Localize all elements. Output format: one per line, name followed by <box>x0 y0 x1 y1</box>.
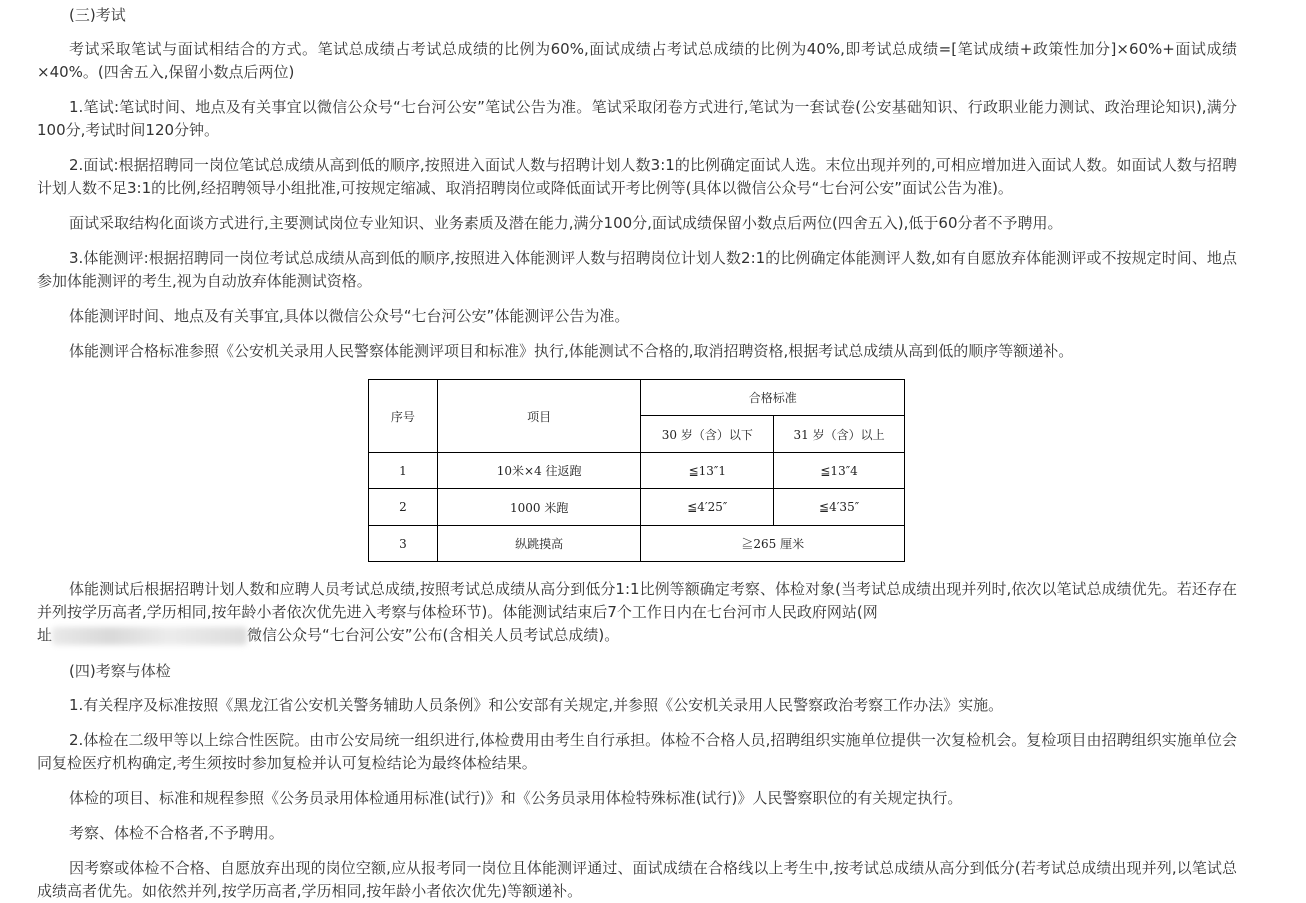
review-paragraph-2: 2.体检在二级甲等以上综合性医院。由市公安局统一组织进行,体检费用由考生自行承担。体检不合格人员,招聘组织实施单位提供一次复检机会。复检项目由招聘组织实施单位会同复检医疗机构确定,考生须按时参加复检并认可复检结论为最终体检结果。 <box>37 731 1237 772</box>
exam-paragraph: 考试采取笔试与面试相结合的方式。笔试总成绩占考试总成绩的比例为60%,面试成绩占考试总成绩的比例为40%,即考试总成绩=[笔试成绩+政策性加分]×60%+面试成绩×40%。(四舍五入,保留小数点后两位) <box>37 40 1237 81</box>
row-no: 1 <box>369 453 438 489</box>
article-body <box>37 0 1237 903</box>
header-standard: 合格标准 <box>641 380 905 416</box>
row-item: 纵跳摸高 <box>437 526 641 562</box>
interview-paragraph: 2.面试:根据招聘同一岗位笔试总成绩从高到低的顺序,按照进入面试人数与招聘计划人数3:1的比例确定面试人选。末位出现并列的,可相应增加进入面试人数。如面试人数与招聘计划人数不足3:1的比例,经招聘领导小组批准,可按规定缩减、取消招聘岗位或降低面试开考比例等(具体以微信公众号“七台河公安”面试公告为准)。 <box>37 156 1237 197</box>
row-over31: ≦13″4 <box>774 453 905 489</box>
row-item: 10米×4 往返跑 <box>437 453 641 489</box>
header-item: 项目 <box>437 380 641 453</box>
post-fitness-text-a: 体能测试后根据招聘计划人数和应聘人员考试总成绩,按照考试总成绩从高分到低分1:1比例等额确定考察、体检对象(当考试总成绩出现并列时,依次以笔试总成绩优先。若还存在并列按学历高者,学历相同,按年龄小者依次优先进入考察与体检环节)。体能测试结束后7个工作日内在七台河市人民政府网站(网 <box>37 580 1237 621</box>
fitness-test-paragraph: 3.体能测评:根据招聘同一岗位考试总成绩从高到低的顺序,按照进入体能测评人数与招聘岗位计划人数2:1的比例确定体能测评人数,如有自愿放弃体能测评或不按规定时间、地点参加体能测评的考生,视为自动放弃体能测试资格。 <box>37 249 1237 290</box>
row-under30: ≦4′25″ <box>641 489 774 526</box>
row-item: 1000 米跑 <box>437 489 641 526</box>
row-no: 3 <box>369 526 438 562</box>
review-heading: (四)考察与体检 <box>69 662 171 680</box>
redacted-url <box>52 627 247 645</box>
review-paragraph-3: 体检的项目、标准和规程参照《公务员录用体检通用标准(试行)》和《公务员录用体检特殊标准(试行)》人民警察职位的有关规定执行。 <box>69 789 963 807</box>
fitness-standard-table-wrap <box>368 379 905 562</box>
table-row <box>369 489 905 526</box>
interview-method-paragraph: 面试采取结构化面谈方式进行,主要测试岗位专业知识、业务素质及潜在能力,满分100分,面试成绩保留小数点后两位(四舍五入),低于60分者不予聘用。 <box>69 214 1063 232</box>
row-under30: ≦13″1 <box>641 453 774 489</box>
written-exam-paragraph: 1.笔试:笔试时间、地点及有关事宜以微信公众号“七台河公安”笔试公告为准。笔试采取闭卷方式进行,笔试为一套试卷(公安基础知识、行政职业能力测试、政治理论知识),满分100分,考试时间120分钟。 <box>37 98 1237 139</box>
fitness-time-paragraph: 体能测评时间、地点及有关事宜,具体以微信公众号“七台河公安”体能测评公告为准。 <box>69 307 630 325</box>
exam-heading: (三)考试 <box>69 6 126 24</box>
post-fitness-text-b-end: 微信公众号“七台河公安”公布(含相关人员考试总成绩)。 <box>247 626 620 644</box>
header-over31: 31 岁（含）以上 <box>774 416 905 453</box>
row-merged-standard: ≧265 厘米 <box>641 526 905 562</box>
table-row <box>369 453 905 489</box>
header-no: 序号 <box>369 380 438 453</box>
review-paragraph-1: 1.有关程序及标准按照《黑龙江省公安机关警务辅助人员条例》和公安部有关规定,并参照《公安机关录用人民警察政治考察工作办法》实施。 <box>69 696 1004 714</box>
post-fitness-text-b-start: 址 <box>37 626 53 644</box>
table-row <box>369 526 905 562</box>
row-no: 2 <box>369 489 438 526</box>
fitness-standard-table <box>368 379 905 562</box>
row-over31: ≦4′35″ <box>774 489 905 526</box>
review-paragraph-5: 因考察或体检不合格、自愿放弃出现的岗位空额,应从报考同一岗位且体能测评通过、面试成绩在合格线以上考生中,按考试总成绩从高分到低分(若考试总成绩出现并列,以笔试总成绩高者优先。如依然并列,按学历高者,学历相同,按年龄小者依次优先)等额递补。 <box>37 859 1237 900</box>
post-fitness-paragraph <box>37 578 1237 647</box>
header-under30: 30 岁（含）以下 <box>641 416 774 453</box>
fitness-standard-paragraph: 体能测评合格标准参照《公安机关录用人民警察体能测评项目和标准》执行,体能测试不合格的,取消招聘资格,根据考试总成绩从高到低的顺序等额递补。 <box>69 342 1074 360</box>
review-paragraph-4: 考察、体检不合格者,不予聘用。 <box>69 824 284 842</box>
